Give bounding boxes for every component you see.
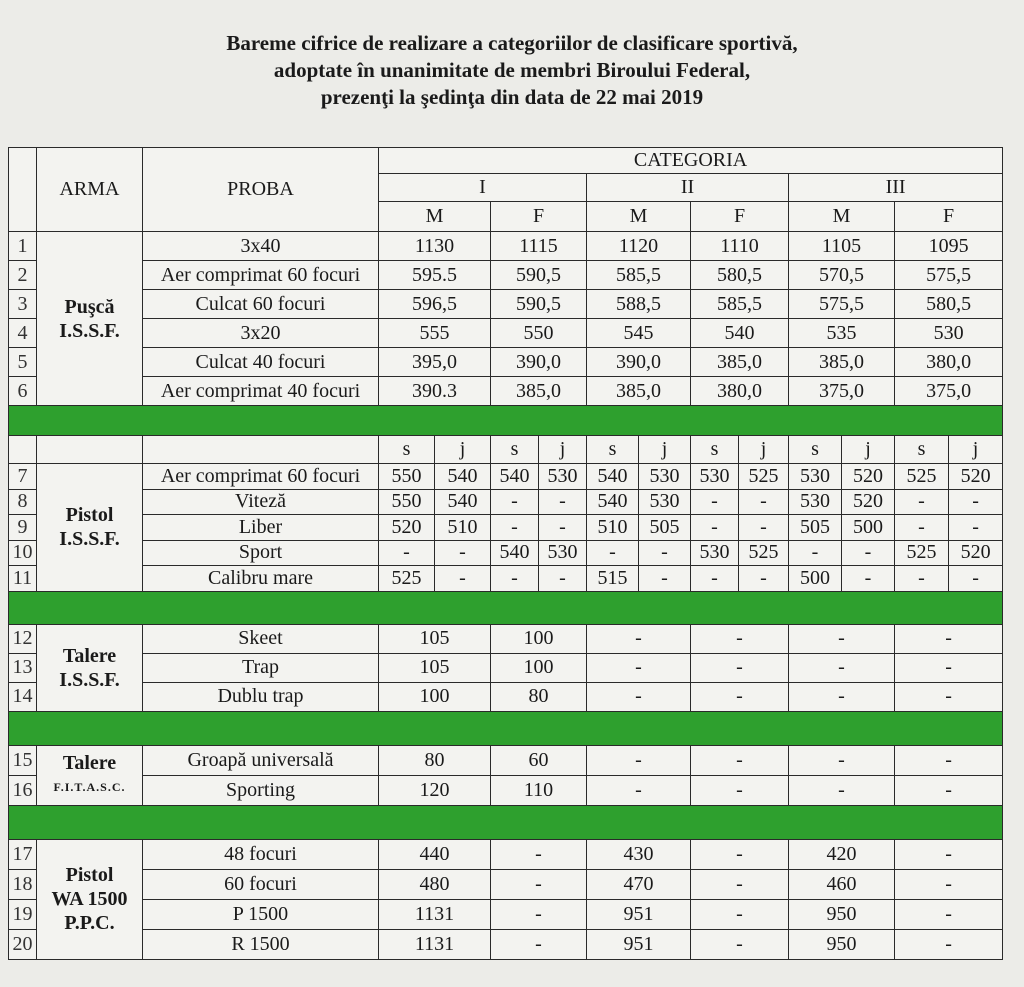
value-cell: 520 bbox=[842, 489, 895, 515]
value-cell: - bbox=[539, 515, 587, 541]
row-number: 6 bbox=[9, 377, 37, 406]
header-cat2-f: F bbox=[691, 202, 789, 232]
value-cell: 375,0 bbox=[789, 377, 895, 406]
value-cell: 385,0 bbox=[691, 348, 789, 377]
value-cell: 510 bbox=[587, 515, 639, 541]
document-title bbox=[0, 30, 1024, 111]
header-j: j bbox=[639, 436, 691, 464]
value-cell: 595.5 bbox=[379, 261, 491, 290]
proba-cell: 3x40 bbox=[143, 232, 379, 261]
proba-cell: 48 focuri bbox=[143, 839, 379, 869]
value-cell: - bbox=[949, 489, 1003, 515]
proba-cell: 60 focuri bbox=[143, 869, 379, 899]
value-cell: 580,5 bbox=[895, 290, 1003, 319]
value-cell: - bbox=[895, 899, 1003, 929]
value-cell: - bbox=[491, 899, 587, 929]
value-cell: 530 bbox=[539, 464, 587, 490]
value-cell: 540 bbox=[435, 489, 491, 515]
table-row bbox=[9, 377, 1003, 406]
value-cell: 590,5 bbox=[491, 290, 587, 319]
value-cell: 105 bbox=[379, 624, 491, 653]
value-cell: 500 bbox=[789, 566, 842, 592]
row-number: 10 bbox=[9, 540, 37, 566]
row-number: 14 bbox=[9, 682, 37, 711]
value-cell: - bbox=[739, 566, 789, 592]
table-row bbox=[9, 775, 1003, 805]
value-cell: - bbox=[587, 624, 691, 653]
proba-cell: Culcat 40 focuri bbox=[143, 348, 379, 377]
header-cat2-m: M bbox=[587, 202, 691, 232]
value-cell: 385,0 bbox=[491, 377, 587, 406]
value-cell: - bbox=[691, 929, 789, 959]
value-cell: 525 bbox=[739, 464, 789, 490]
value-cell: - bbox=[379, 540, 435, 566]
arma-label-line: Talere bbox=[62, 644, 117, 667]
value-cell: 390,0 bbox=[491, 348, 587, 377]
value-cell: 550 bbox=[379, 464, 435, 490]
value-cell: 530 bbox=[789, 464, 842, 490]
value-cell: 380,0 bbox=[895, 348, 1003, 377]
row-number: 2 bbox=[9, 261, 37, 290]
value-cell: - bbox=[789, 653, 895, 682]
table-row bbox=[9, 232, 1003, 261]
header-j: j bbox=[435, 436, 491, 464]
table-row bbox=[9, 319, 1003, 348]
arma-label-line: Puşcă bbox=[64, 295, 115, 318]
value-cell: 951 bbox=[587, 899, 691, 929]
value-cell: 570,5 bbox=[789, 261, 895, 290]
value-cell: 520 bbox=[842, 464, 895, 490]
value-cell: - bbox=[587, 540, 639, 566]
value-cell: - bbox=[491, 566, 539, 592]
value-cell: 520 bbox=[379, 515, 435, 541]
value-cell: - bbox=[789, 682, 895, 711]
value-cell: 390.3 bbox=[379, 377, 491, 406]
value-cell: 575,5 bbox=[789, 290, 895, 319]
value-cell: 510 bbox=[435, 515, 491, 541]
value-cell: - bbox=[789, 745, 895, 775]
value-cell: - bbox=[691, 653, 789, 682]
table-row bbox=[9, 290, 1003, 319]
value-cell: - bbox=[842, 566, 895, 592]
separator-bar bbox=[9, 711, 1003, 745]
table-row bbox=[9, 899, 1003, 929]
value-cell: 525 bbox=[379, 566, 435, 592]
value-cell: 596,5 bbox=[379, 290, 491, 319]
value-cell: 525 bbox=[739, 540, 789, 566]
arma-label-line: I.S.S.F. bbox=[59, 319, 120, 342]
proba-cell: Liber bbox=[143, 515, 379, 541]
arma-label-line: WA 1500 bbox=[51, 888, 128, 910]
value-cell: 540 bbox=[491, 464, 539, 490]
classification-table bbox=[8, 147, 1003, 960]
header-cat1-f: F bbox=[491, 202, 587, 232]
row-number: 20 bbox=[9, 929, 37, 959]
value-cell: - bbox=[691, 775, 789, 805]
value-cell: - bbox=[895, 566, 949, 592]
header-s: s bbox=[491, 436, 539, 464]
value-cell: 1131 bbox=[379, 929, 491, 959]
value-cell: - bbox=[949, 515, 1003, 541]
value-cell: 1105 bbox=[789, 232, 895, 261]
value-cell: - bbox=[739, 489, 789, 515]
table-row bbox=[9, 869, 1003, 899]
proba-cell: 3x20 bbox=[143, 319, 379, 348]
value-cell: 550 bbox=[379, 489, 435, 515]
header-s: s bbox=[587, 436, 639, 464]
value-cell: 530 bbox=[639, 464, 691, 490]
value-cell: - bbox=[842, 540, 895, 566]
value-cell: 470 bbox=[587, 869, 691, 899]
value-cell: - bbox=[587, 775, 691, 805]
header-row-categoria bbox=[9, 148, 1003, 174]
value-cell: - bbox=[895, 489, 949, 515]
separator-bar bbox=[9, 805, 1003, 839]
separator-bar bbox=[9, 591, 1003, 624]
value-cell: - bbox=[691, 745, 789, 775]
value-cell: - bbox=[491, 929, 587, 959]
value-cell: - bbox=[789, 775, 895, 805]
value-cell: 540 bbox=[435, 464, 491, 490]
table-row bbox=[9, 261, 1003, 290]
header-j: j bbox=[539, 436, 587, 464]
header-j: j bbox=[739, 436, 789, 464]
value-cell: 390,0 bbox=[587, 348, 691, 377]
value-cell: - bbox=[691, 566, 739, 592]
row-number: 12 bbox=[9, 624, 37, 653]
row-number: 17 bbox=[9, 839, 37, 869]
header-s: s bbox=[379, 436, 435, 464]
value-cell: - bbox=[491, 869, 587, 899]
value-cell: 1131 bbox=[379, 899, 491, 929]
value-cell: 505 bbox=[789, 515, 842, 541]
value-cell: - bbox=[491, 515, 539, 541]
arma-cell bbox=[37, 839, 143, 959]
value-cell: - bbox=[587, 682, 691, 711]
value-cell: 575,5 bbox=[895, 261, 1003, 290]
proba-cell: Aer comprimat 60 focuri bbox=[143, 261, 379, 290]
value-cell: - bbox=[587, 745, 691, 775]
value-cell: 500 bbox=[842, 515, 895, 541]
table-row bbox=[9, 839, 1003, 869]
header-num-cell bbox=[9, 148, 37, 232]
table-row bbox=[9, 624, 1003, 653]
value-cell: 950 bbox=[789, 929, 895, 959]
value-cell: - bbox=[949, 566, 1003, 592]
value-cell: 585,5 bbox=[691, 290, 789, 319]
value-cell: 530 bbox=[639, 489, 691, 515]
proba-cell: Dublu trap bbox=[143, 682, 379, 711]
header-cat-2: II bbox=[587, 174, 789, 202]
section-separator bbox=[9, 711, 1003, 745]
row-number: 11 bbox=[9, 566, 37, 592]
value-cell: - bbox=[789, 540, 842, 566]
value-cell: 530 bbox=[895, 319, 1003, 348]
separator-bar bbox=[9, 406, 1003, 436]
row-number: 13 bbox=[9, 653, 37, 682]
value-cell: 1130 bbox=[379, 232, 491, 261]
value-cell: - bbox=[691, 899, 789, 929]
header-s: s bbox=[691, 436, 739, 464]
value-cell: 590,5 bbox=[491, 261, 587, 290]
arma-label-line: I.S.S.F. bbox=[59, 528, 120, 551]
empty-cell bbox=[143, 436, 379, 464]
table-row bbox=[9, 682, 1003, 711]
header-cat3-m: M bbox=[789, 202, 895, 232]
header-arma: ARMA bbox=[37, 148, 143, 232]
value-cell: 380,0 bbox=[691, 377, 789, 406]
proba-cell: Skeet bbox=[143, 624, 379, 653]
value-cell: - bbox=[691, 839, 789, 869]
table-row bbox=[9, 464, 1003, 490]
value-cell: 540 bbox=[587, 464, 639, 490]
row-number: 16 bbox=[9, 775, 37, 805]
value-cell: 950 bbox=[789, 899, 895, 929]
header-cat1-m: M bbox=[379, 202, 491, 232]
value-cell: - bbox=[895, 745, 1003, 775]
value-cell: 100 bbox=[491, 624, 587, 653]
row-number: 4 bbox=[9, 319, 37, 348]
arma-label-line: I.S.S.F. bbox=[59, 668, 120, 691]
value-cell: 420 bbox=[789, 839, 895, 869]
value-cell: - bbox=[639, 540, 691, 566]
row-number: 18 bbox=[9, 869, 37, 899]
value-cell: 1115 bbox=[491, 232, 587, 261]
value-cell: 530 bbox=[539, 540, 587, 566]
value-cell: - bbox=[895, 653, 1003, 682]
value-cell: 555 bbox=[379, 319, 491, 348]
value-cell: 105 bbox=[379, 653, 491, 682]
value-cell: 530 bbox=[789, 489, 842, 515]
header-cat3-f: F bbox=[895, 202, 1003, 232]
value-cell: 540 bbox=[491, 540, 539, 566]
sj-header-row bbox=[9, 436, 1003, 464]
value-cell: - bbox=[539, 489, 587, 515]
value-cell: - bbox=[691, 624, 789, 653]
value-cell: 60 bbox=[491, 745, 587, 775]
value-cell: - bbox=[691, 489, 739, 515]
table-row bbox=[9, 566, 1003, 592]
value-cell: 440 bbox=[379, 839, 491, 869]
value-cell: - bbox=[739, 515, 789, 541]
header-proba: PROBA bbox=[143, 148, 379, 232]
value-cell: 100 bbox=[491, 653, 587, 682]
arma-cell bbox=[37, 745, 143, 805]
proba-cell: Culcat 60 focuri bbox=[143, 290, 379, 319]
value-cell: 951 bbox=[587, 929, 691, 959]
value-cell: - bbox=[789, 624, 895, 653]
value-cell: - bbox=[895, 929, 1003, 959]
value-cell: 480 bbox=[379, 869, 491, 899]
title-line-1: Bareme cifrice de realizare a categoriilor de clasificare sportivă, bbox=[226, 31, 798, 55]
value-cell: 80 bbox=[379, 745, 491, 775]
header-s: s bbox=[895, 436, 949, 464]
header-cat-3: III bbox=[789, 174, 1003, 202]
arma-cell bbox=[37, 464, 143, 592]
proba-cell: Groapă universală bbox=[143, 745, 379, 775]
value-cell: 80 bbox=[491, 682, 587, 711]
proba-cell: R 1500 bbox=[143, 929, 379, 959]
table-row bbox=[9, 348, 1003, 377]
header-s: s bbox=[789, 436, 842, 464]
value-cell: - bbox=[895, 775, 1003, 805]
value-cell: - bbox=[435, 540, 491, 566]
proba-cell: Sport bbox=[143, 540, 379, 566]
value-cell: 525 bbox=[895, 540, 949, 566]
value-cell: 1110 bbox=[691, 232, 789, 261]
header-j: j bbox=[842, 436, 895, 464]
row-number: 7 bbox=[9, 464, 37, 490]
value-cell: 535 bbox=[789, 319, 895, 348]
row-number: 5 bbox=[9, 348, 37, 377]
value-cell: 395,0 bbox=[379, 348, 491, 377]
value-cell: 375,0 bbox=[895, 377, 1003, 406]
value-cell: 580,5 bbox=[691, 261, 789, 290]
value-cell: - bbox=[691, 515, 739, 541]
title-line-2: adoptate în unanimitate de membri Biroului Federal, bbox=[273, 58, 751, 82]
value-cell: - bbox=[639, 566, 691, 592]
row-number: 1 bbox=[9, 232, 37, 261]
title-line-3: prezenţi la şedinţa din data de 22 mai 2019 bbox=[320, 85, 704, 109]
row-number: 19 bbox=[9, 899, 37, 929]
proba-cell: Calibru mare bbox=[143, 566, 379, 592]
value-cell: - bbox=[691, 682, 789, 711]
empty-cell bbox=[37, 436, 143, 464]
table-row bbox=[9, 540, 1003, 566]
value-cell: 525 bbox=[895, 464, 949, 490]
value-cell: 120 bbox=[379, 775, 491, 805]
proba-cell: Aer comprimat 40 focuri bbox=[143, 377, 379, 406]
header-categoria: CATEGORIA bbox=[379, 148, 1003, 174]
value-cell: - bbox=[895, 515, 949, 541]
row-number: 3 bbox=[9, 290, 37, 319]
value-cell: - bbox=[895, 682, 1003, 711]
value-cell: 460 bbox=[789, 869, 895, 899]
value-cell: - bbox=[491, 489, 539, 515]
arma-label-line: F.I.T.A.S.C. bbox=[53, 780, 126, 794]
proba-cell: Sporting bbox=[143, 775, 379, 805]
section-separator bbox=[9, 591, 1003, 624]
table-row bbox=[9, 515, 1003, 541]
value-cell: 520 bbox=[949, 540, 1003, 566]
section-separator bbox=[9, 805, 1003, 839]
value-cell: 588,5 bbox=[587, 290, 691, 319]
table-row bbox=[9, 929, 1003, 959]
arma-label-line: Pistol bbox=[65, 864, 114, 886]
value-cell: 545 bbox=[587, 319, 691, 348]
value-cell: 550 bbox=[491, 319, 587, 348]
value-cell: - bbox=[587, 653, 691, 682]
arma-label-line: Pistol bbox=[65, 504, 114, 527]
header-cat-1: I bbox=[379, 174, 587, 202]
table-row bbox=[9, 653, 1003, 682]
value-cell: 540 bbox=[587, 489, 639, 515]
header-j: j bbox=[949, 436, 1003, 464]
value-cell: 540 bbox=[691, 319, 789, 348]
value-cell: 110 bbox=[491, 775, 587, 805]
row-number: 15 bbox=[9, 745, 37, 775]
value-cell: 1120 bbox=[587, 232, 691, 261]
value-cell: - bbox=[895, 869, 1003, 899]
value-cell: - bbox=[435, 566, 491, 592]
value-cell: 1095 bbox=[895, 232, 1003, 261]
arma-label-line: P.P.C. bbox=[64, 912, 115, 934]
proba-cell: Aer comprimat 60 focuri bbox=[143, 464, 379, 490]
table-row bbox=[9, 745, 1003, 775]
proba-cell: P 1500 bbox=[143, 899, 379, 929]
value-cell: - bbox=[491, 839, 587, 869]
value-cell: 505 bbox=[639, 515, 691, 541]
arma-cell bbox=[37, 624, 143, 711]
value-cell: - bbox=[539, 566, 587, 592]
value-cell: 100 bbox=[379, 682, 491, 711]
empty-cell bbox=[9, 436, 37, 464]
arma-label-line: Talere bbox=[62, 752, 117, 774]
value-cell: 520 bbox=[949, 464, 1003, 490]
section-separator bbox=[9, 406, 1003, 436]
value-cell: 430 bbox=[587, 839, 691, 869]
row-number: 9 bbox=[9, 515, 37, 541]
value-cell: 385,0 bbox=[789, 348, 895, 377]
proba-cell: Trap bbox=[143, 653, 379, 682]
value-cell: 515 bbox=[587, 566, 639, 592]
arma-cell bbox=[37, 232, 143, 406]
row-number: 8 bbox=[9, 489, 37, 515]
value-cell: 585,5 bbox=[587, 261, 691, 290]
proba-cell: Viteză bbox=[143, 489, 379, 515]
value-cell: - bbox=[691, 869, 789, 899]
value-cell: 530 bbox=[691, 540, 739, 566]
value-cell: 385,0 bbox=[587, 377, 691, 406]
value-cell: - bbox=[895, 839, 1003, 869]
table-row bbox=[9, 489, 1003, 515]
value-cell: - bbox=[895, 624, 1003, 653]
value-cell: 530 bbox=[691, 464, 739, 490]
